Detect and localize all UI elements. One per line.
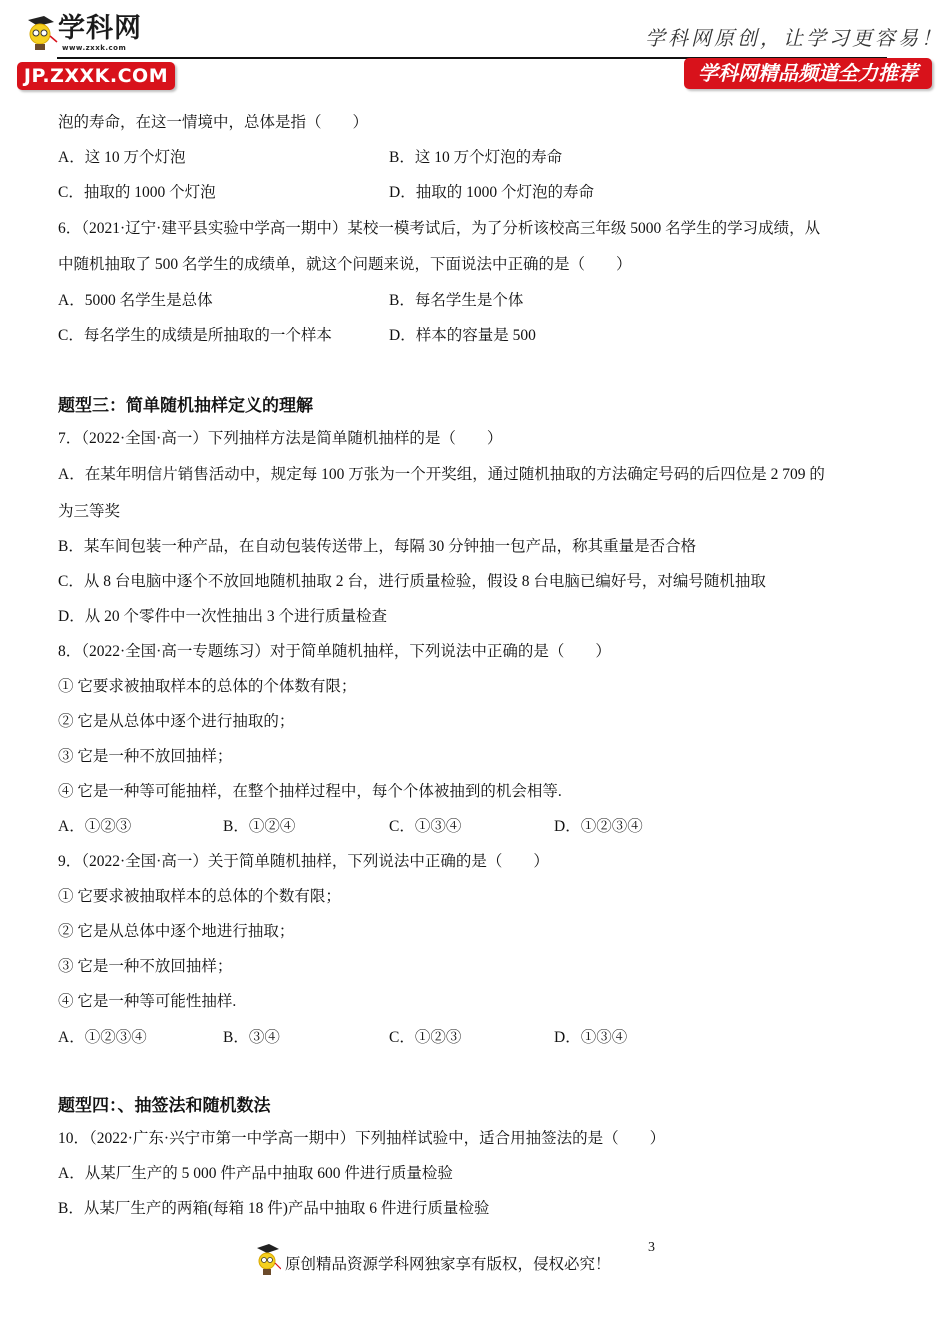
q7-option-d: D．从 20 个零件中一次性抽出 3 个进行质量检查 (58, 608, 387, 625)
q7-stem: 7．（2022·全国·高一）下列抽样方法是简单随机抽样的是（ ） (58, 430, 503, 447)
q9-statement-4: ④ 它是一种等可能性抽样. (58, 993, 237, 1010)
q8-option-b: B．①②④ (223, 818, 296, 835)
q8-option-d: D．①②③④ (554, 818, 643, 835)
page-number: 3 (648, 1240, 655, 1255)
logo-text: 学科网 (58, 13, 142, 44)
q8-stem: 8．（2022·全国·高一专题练习）对于简单随机抽样，下列说法中正确的是（ ） (58, 643, 611, 660)
q6-option-a: A．5000 名学生是总体 (58, 292, 213, 309)
q6-option-d: D．样本的容量是 500 (389, 327, 536, 344)
q9-statement-3: ③ 它是一种不放回抽样； (58, 958, 233, 975)
recommend-badge: 学科网精品频道全力推荐 (684, 58, 932, 89)
q8-option-a: A．①②③ (58, 818, 132, 835)
q10-option-b: B．从某厂生产的两箱(每箱 18 件)产品中抽取 6 件进行质量检验 (58, 1200, 490, 1217)
q8-statement-1: ① 它要求被抽取样本的总体的个体数有限； (58, 678, 357, 695)
q10-option-a: A．从某厂生产的 5 000 件产品中抽取 600 件进行质量检验 (58, 1165, 453, 1182)
q7-option-c: C．从 8 台电脑中逐个不放回地随机抽取 2 台，进行质量检验，假设 8 台电脑已编好号，对编号随机抽取 (58, 573, 766, 590)
q5-continuation: 泡的寿命，在这一情境中，总体是指（ ） (58, 114, 369, 131)
q9-option-c: C．①②③ (389, 1029, 462, 1046)
q6-option-c: C．每名学生的成绩是所抽取的一个样本 (58, 327, 332, 344)
q9-statement-2: ② 它是从总体中逐个地进行抽取； (58, 923, 295, 940)
mascot-logo-icon (24, 14, 58, 54)
q6-stem-line2: 中随机抽取了 500 名学生的成绩单，就这个问题来说，下面说法中正确的是（ ） (58, 256, 632, 273)
footer-mascot-icon (255, 1243, 281, 1279)
jp-badge: JP.ZXXK.COM (17, 62, 175, 90)
q5-option-a: A．这 10 万个灯泡 (58, 149, 186, 166)
copyright-notice: 原创精品资源学科网独家享有版权，侵权必究！ (285, 1256, 611, 1273)
q8-option-c: C．①③④ (389, 818, 462, 835)
q5-option-c: C．抽取的 1000 个灯泡 (58, 184, 216, 201)
q6-option-b: B．每名学生是个体 (389, 292, 524, 309)
slogan: 学科网原创，让学习更容易！ (645, 26, 944, 50)
q9-stem: 9．（2022·全国·高一）关于简单随机抽样，下列说法中正确的是（ ） (58, 853, 549, 870)
q5-option-d: D．抽取的 1000 个灯泡的寿命 (389, 184, 594, 201)
q7-option-a-line2: 为三等奖 (58, 503, 121, 520)
q9-option-b: B．③④ (223, 1029, 280, 1046)
q7-option-b: B．某车间包装一种产品，在自动包装传送带上，每隔 30 分钟抽一包产品，称其重量是否合格 (58, 538, 697, 555)
q7-option-a-line1: A．在某年明信片销售活动中，规定每 100 万张为一个开奖组，通过随机抽取的方法确定号码的后四位是 2 709 的 (58, 466, 825, 483)
q9-statement-1: ① 它要求被抽取样本的总体的个数有限； (58, 888, 341, 905)
q8-statement-3: ③ 它是一种不放回抽样； (58, 748, 233, 765)
q9-option-a: A．①②③④ (58, 1029, 147, 1046)
logo-url: www.zxxk.com (62, 44, 127, 52)
q10-stem: 10．（2022·广东·兴宁市第一中学高一期中）下列抽样试验中，适合用抽签法的是（ ） (58, 1130, 666, 1147)
q8-statement-4: ④ 它是一种等可能抽样，在整个抽样过程中，每个个体被抽到的机会相等. (58, 783, 562, 800)
q8-statement-2: ② 它是从总体中逐个进行抽取的； (58, 713, 295, 730)
q5-option-b: B．这 10 万个灯泡的寿命 (389, 149, 563, 166)
section-title-3: 题型三：简单随机抽样定义的理解 (58, 396, 313, 416)
q9-option-d: D．①③④ (554, 1029, 628, 1046)
section-title-4: 题型四：、抽签法和随机数法 (58, 1096, 271, 1116)
q6-stem-line1: 6．（2021·辽宁·建平县实验中学高一期中）某校一模考试后，为了分析该校高三年级 5000 名学生的学习成绩，从 (58, 220, 821, 237)
